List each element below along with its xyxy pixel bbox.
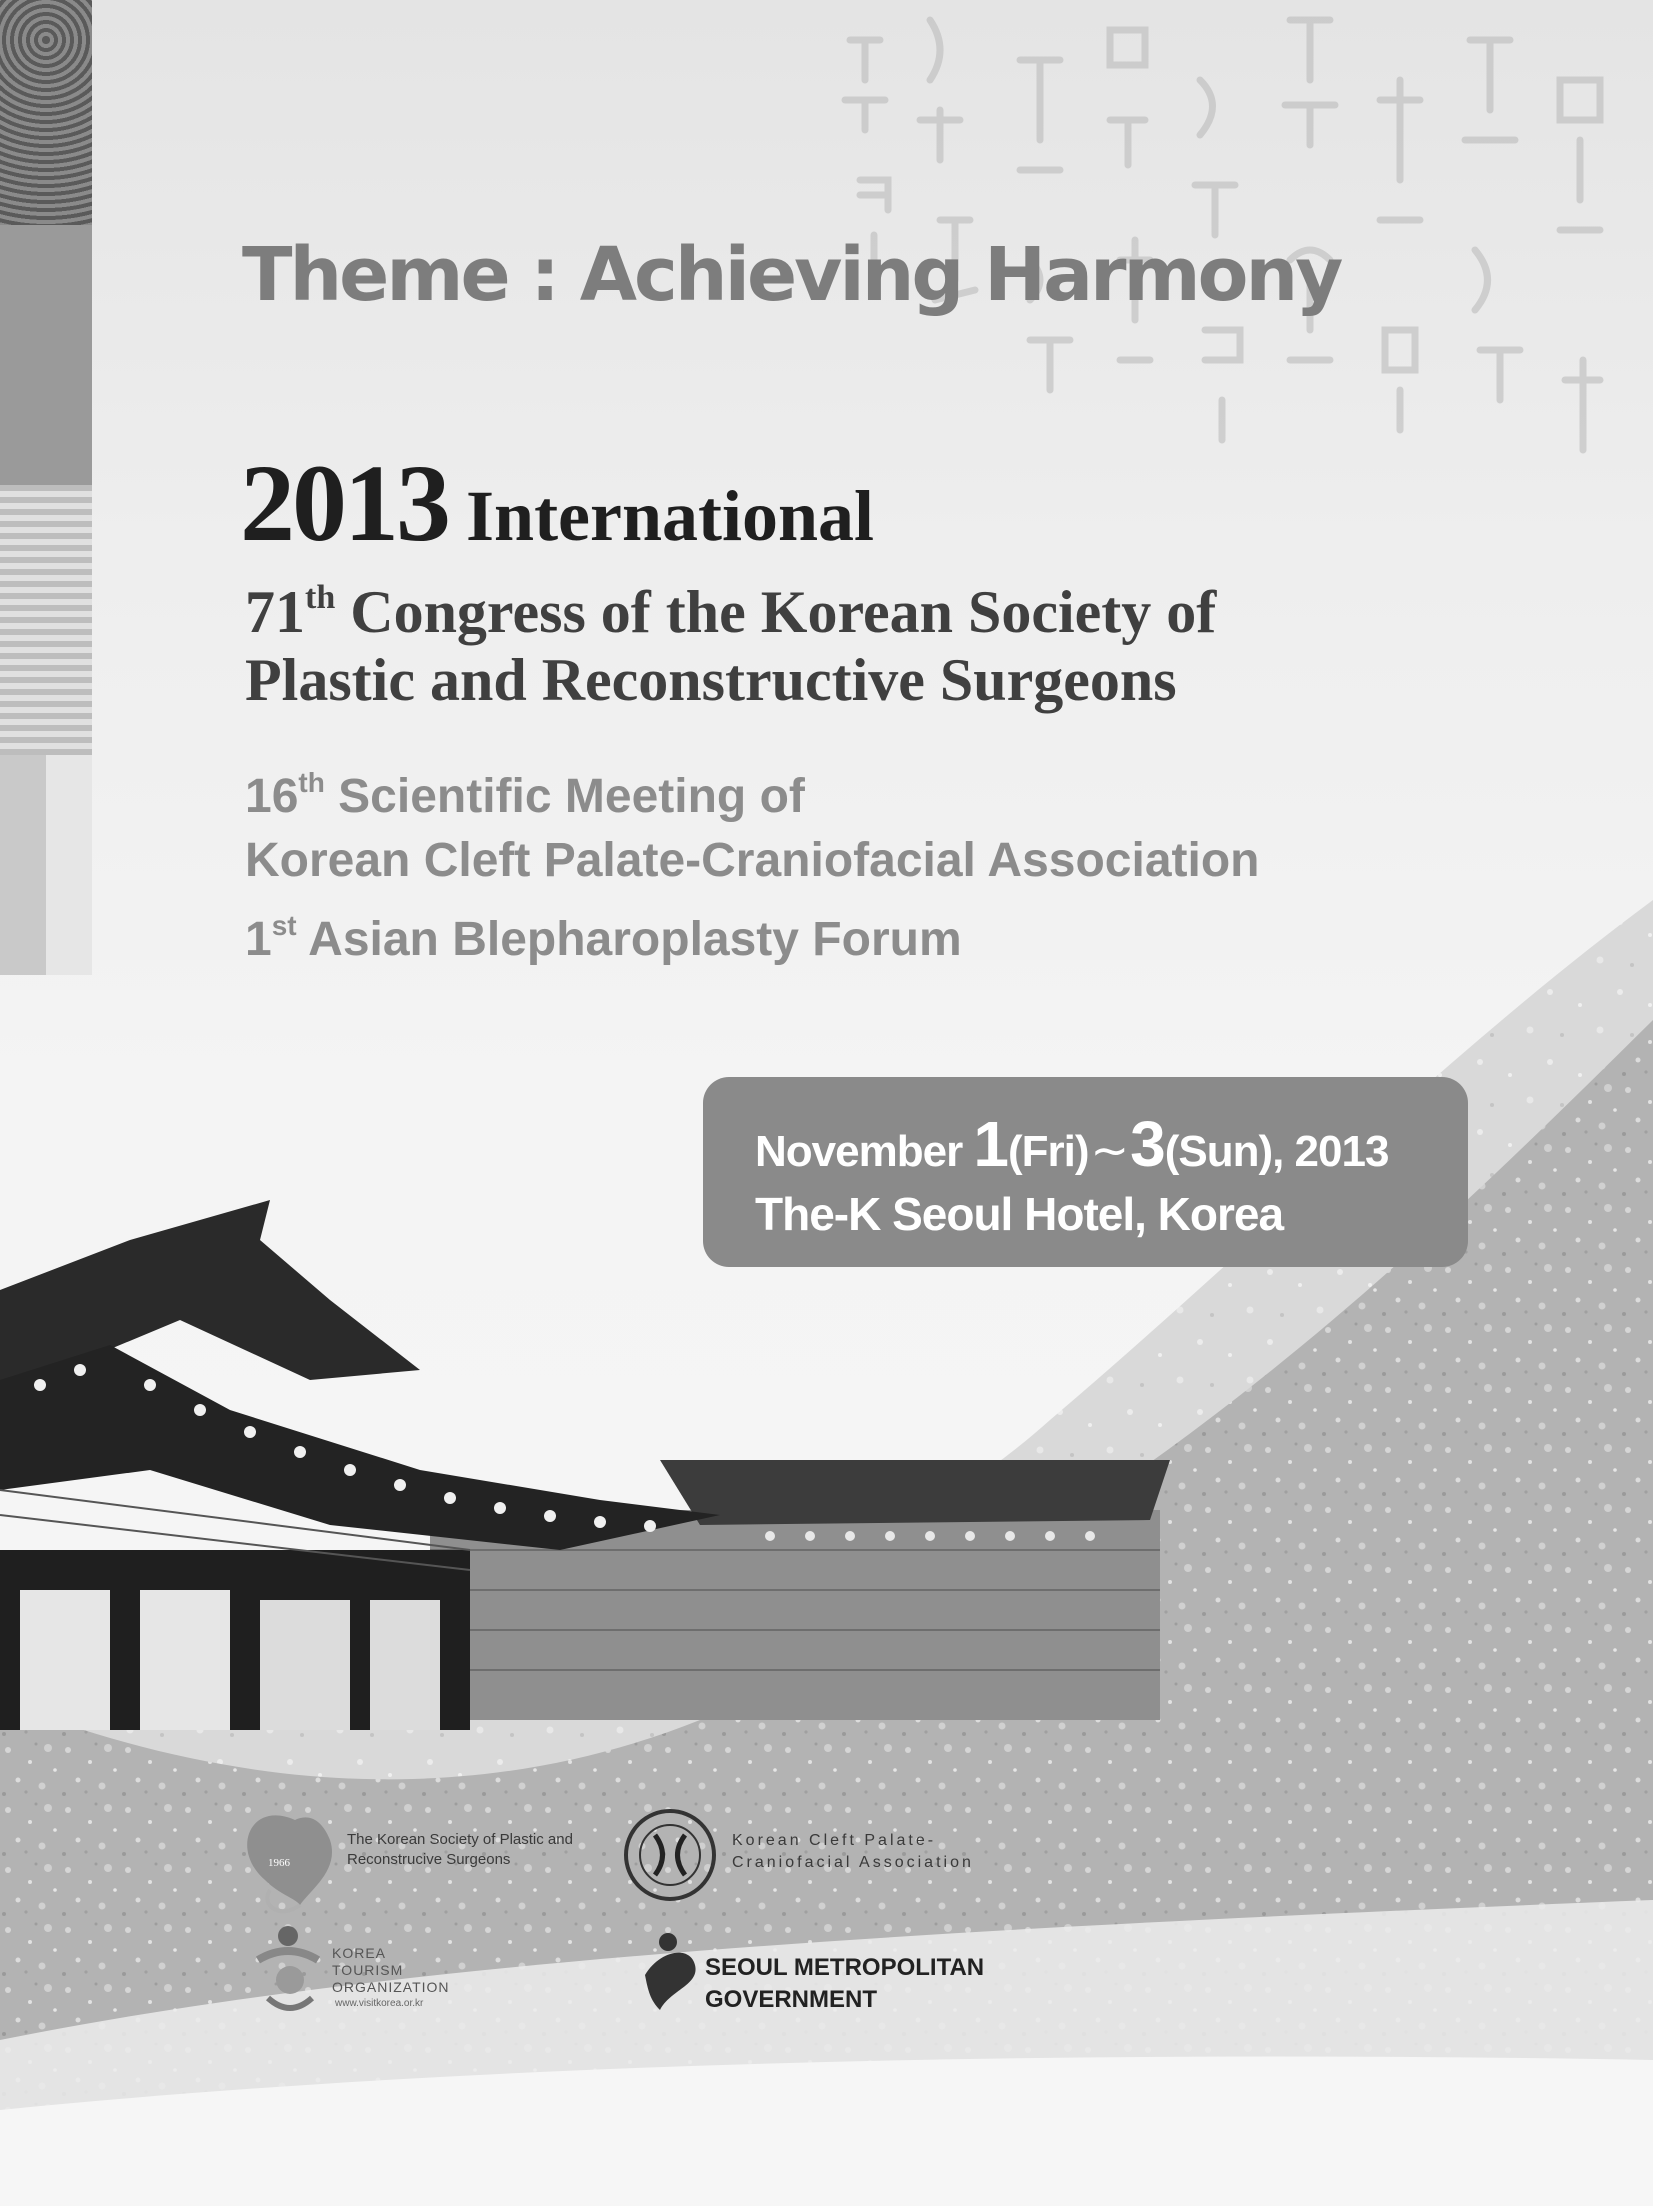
event-start-day: 1 xyxy=(973,1108,1009,1180)
kto-url: www.visitkorea.or.kr xyxy=(335,1998,424,2009)
event-venue: The-K Seoul Hotel, Korea xyxy=(755,1188,1284,1240)
headline-year: 2013 xyxy=(240,442,448,564)
forum-ordinal-number: 1 xyxy=(245,913,272,966)
seoul-name-line-2: GOVERNMENT xyxy=(705,1986,878,2013)
kto-name-line-1: KOREA xyxy=(332,1945,387,1961)
kto-name-line-3: ORGANIZATION xyxy=(332,1979,450,1995)
meeting-ordinal-number: 16 xyxy=(245,770,299,823)
kto-logo-icon xyxy=(258,1926,318,2008)
meeting-line-1-text: Scientific Meeting of xyxy=(324,770,805,823)
event-range-separator: ~ xyxy=(1090,1123,1129,1177)
event-month: November xyxy=(755,1127,974,1176)
seoul-government-name xyxy=(705,1952,984,2016)
kcpca-name xyxy=(732,1830,974,1874)
ksprs-name-line-2: Reconstrucive Surgeons xyxy=(347,1851,511,1868)
kcpca-name-line-2: Craniofacial Association xyxy=(732,1854,974,1871)
congress-line-2: Plastic and Reconstructive Surgeons xyxy=(245,647,1177,713)
event-start-weekday: (Fri) xyxy=(1008,1127,1089,1176)
forum-text: Asian Blepharoplasty Forum xyxy=(296,913,962,966)
forum-ordinal-suffix: st xyxy=(271,910,297,941)
headline-international: International xyxy=(466,476,875,556)
meeting-line-2: Korean Cleft Palate-Craniofacial Association xyxy=(245,834,1260,887)
congress-ordinal-number: 71 xyxy=(245,579,305,645)
congress-line-1-text: Congress of the Korean Society of xyxy=(335,579,1217,645)
event-end-weekday: (Sun), 2013 xyxy=(1164,1127,1389,1176)
theme-title: Theme : Achieving Harmony xyxy=(242,232,1341,318)
ksprs-founding-year: 1966 xyxy=(268,1857,290,1869)
kto-name-line-2: TOURISM xyxy=(332,1962,404,1978)
ksprs-name xyxy=(347,1830,573,1870)
seoul-logo-icon xyxy=(645,1933,696,2010)
congress-ordinal-suffix: th xyxy=(305,579,336,616)
kcpca-seal-icon xyxy=(626,1811,714,1899)
kto-name xyxy=(332,1945,450,1996)
kcpca-name-line-1: Korean Cleft Palate- xyxy=(732,1832,937,1849)
ksprs-name-line-1: The Korean Society of Plastic and xyxy=(347,1831,573,1848)
event-end-day: 3 xyxy=(1130,1108,1165,1180)
seoul-name-line-1: SEOUL METROPOLITAN xyxy=(705,1954,985,1981)
meeting-ordinal-suffix: th xyxy=(298,767,325,798)
